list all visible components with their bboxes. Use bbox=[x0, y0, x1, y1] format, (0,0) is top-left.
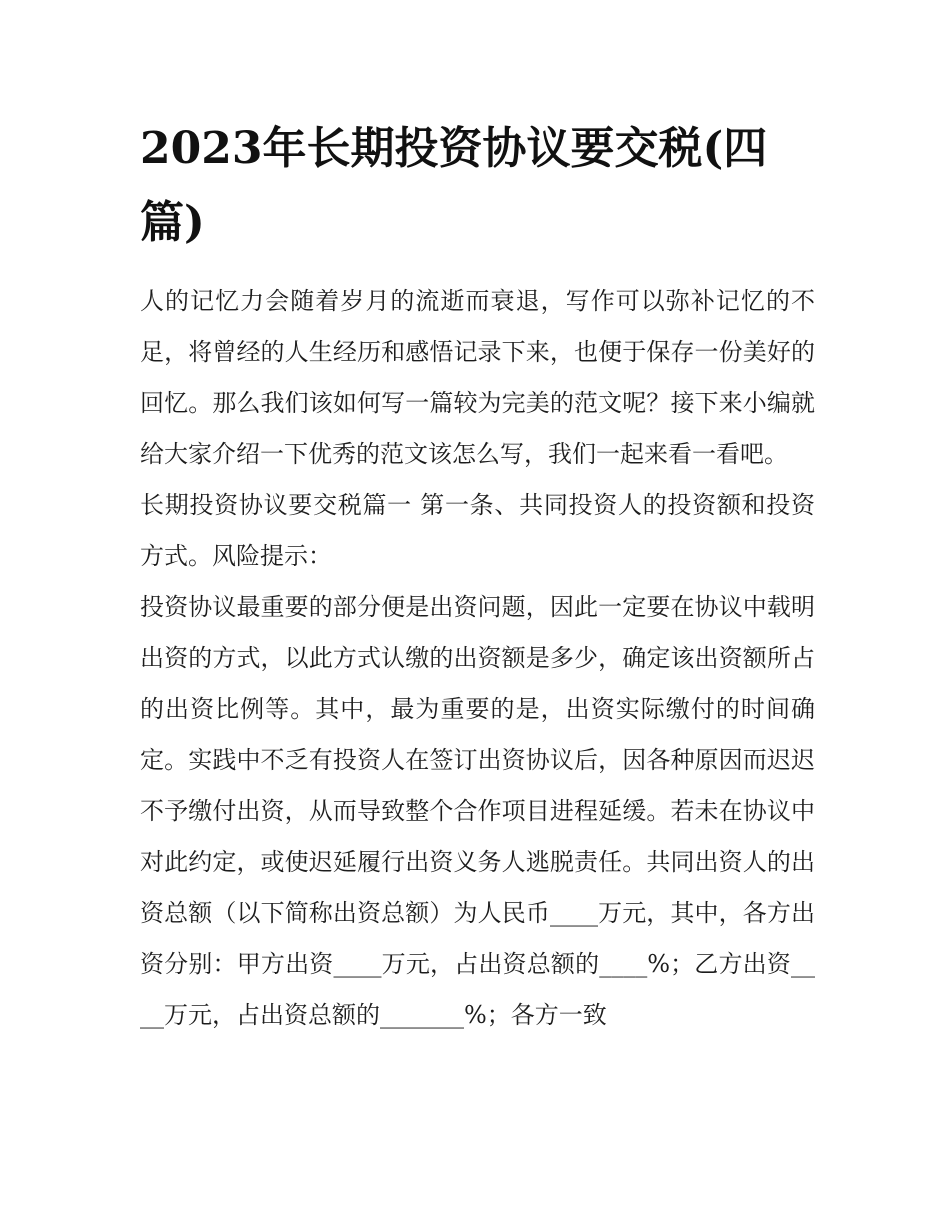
document-content bbox=[140, 112, 815, 1041]
section-heading-paragraph: 长期投资协议要交税篇一 第一条、共同投资人的投资额和投资方式。风险提示： bbox=[140, 491, 815, 570]
document-title: 2023年长期投资协议要交税(四篇) bbox=[140, 123, 768, 248]
intro-paragraph: 人的记忆力会随着岁月的流逝而衰退，写作可以弥补记忆的不足，将曾经的人生经历和感悟记录下来，也便于保存一份美好的回忆。那么我们该如何写一篇较为完美的范文呢？接下来小编就给大家介绍一下优秀的范文该怎么写，我们一起来看一看吧。 bbox=[140, 287, 815, 468]
body-paragraph: 投资协议最重要的部分便是出资问题，因此一定要在协议中载明出资的方式，以此方式认缴的出资额是多少，确定该出资额所占的出资比例等。其中，最为重要的是，出资实际缴付的时间确定。实践中不乏有投资人在签订出资协议后，因各种原因而迟迟不予缴付出资，从而导致整个合作项目进程延缓。若未在协议中对此约定，或使迟延履行出资义务人逃脱责任。共同出资人的出资总额（以下简称出资总额）为人民币____万元，其中，各方出资分别：甲方出资____万元，占出资总额的____%；乙方出资____万元，占出资总额的_______%；各方一致 bbox=[140, 593, 815, 1029]
